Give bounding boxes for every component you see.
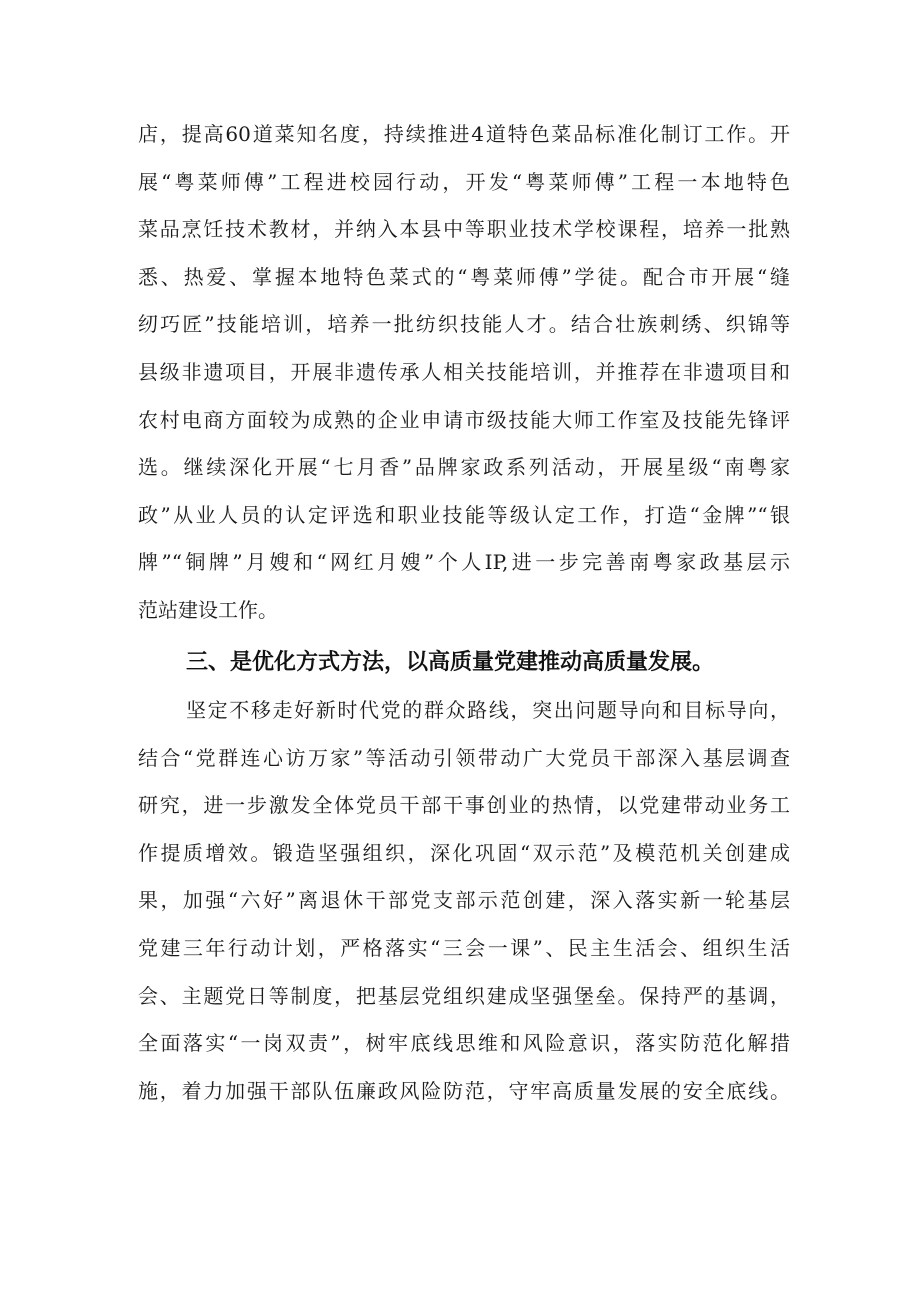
- paragraph-1-line: 纫巧匠”技能培训，培养一批纺织技能人才。结合壮族刺绣、织锦等: [138, 312, 790, 337]
- paragraph-1-line: 展“粤菜师傅”工程进校园行动，开发“粤菜师傅”工程一本地特色: [138, 169, 790, 194]
- paragraph-2-line: 党建三年行动计划，严格落实“三会一课”、民主生活会、组织生活: [138, 935, 790, 960]
- paragraph-1: [138, 111, 790, 635]
- paragraph-2-line: 结合“党群连心访万家”等活动引领带动广大党员干部深入基层调查: [138, 745, 790, 770]
- paragraph-1-line: 政”从业人员的认定评选和职业技能等级认定工作，打造“金牌”“银: [138, 502, 790, 527]
- paragraph-1-line: 选。继续深化开展“七月香”品牌家政系列活动，开展星级“南粤家: [138, 455, 790, 480]
- paragraph-1-line: 店，提高60道菜知名度，持续推进4道特色菜品标准化制订工作。开: [138, 122, 790, 146]
- paragraph-2-line: 施，着力加强干部队伍廉政风险防范，守牢高质量发展的安全底线。: [138, 1078, 790, 1103]
- paragraph-2-line: 果，加强“六好”离退休干部党支部示范创建，深入落实新一轮基层: [138, 888, 790, 913]
- paragraph-2-line: 作提质增效。锻造坚强组织，深化巩固“双示范”及模范机关创建成: [138, 840, 790, 865]
- paragraph-1-line: 农村电商方面较为成熟的企业申请市级技能大师工作室及技能先锋评: [138, 407, 790, 432]
- paragraph-1-line: 范站建设工作。: [138, 597, 278, 622]
- paragraph-1-line: 菜品烹饪技术教材，并纳入本县中等职业技术学校课程，培养一批熟: [138, 217, 790, 242]
- paragraph-1-line: 牌”“铜牌”月嫂和“网红月嫂”个人IP,进一步完善南粤家政基层示: [138, 550, 790, 575]
- paragraph-2-line: 会、主题党日等制度，把基层党组织建成坚强堡垒。保持严的基调，: [138, 983, 790, 1008]
- paragraph-2-line: 全面落实“一岗双责”，树牢底线思维和风险意识，落实防范化解措: [138, 1031, 790, 1056]
- section-heading-3: 三、是优化方式方法，以高质量党建推动高质量发展。: [186, 650, 715, 675]
- paragraph-2-line: 坚定不移走好新时代党的群众路线，突出问题导向和目标导向，: [186, 698, 790, 722]
- paragraph-2-line: 研究，进一步激发全体党员干部干事创业的热情，以党建带动业务工: [138, 793, 790, 818]
- paragraph-1-line: 悉、热爱、掌握本地特色菜式的“粤菜师傅”学徒。配合市开展“缝: [138, 264, 790, 289]
- paragraph-1-line: 县级非遗项目，开展非遗传承人相关技能培训，并推荐在非遗项目和: [138, 359, 790, 384]
- paragraph-2: [138, 687, 790, 1115]
